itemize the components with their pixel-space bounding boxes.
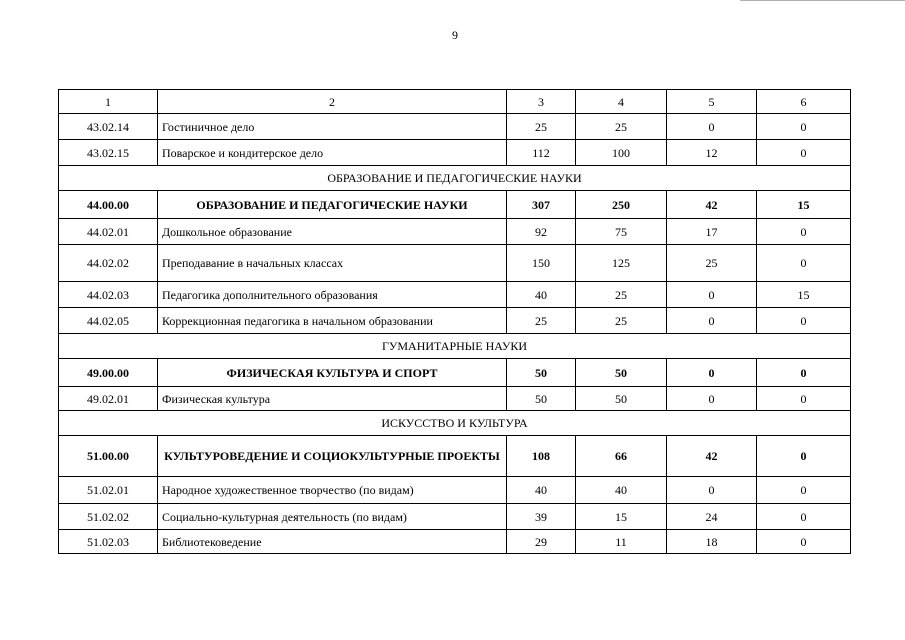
group-total-row bbox=[59, 436, 851, 477]
value-col-3: 25 bbox=[507, 308, 576, 334]
specialty-name: Социально-культурная деятельность (по видам) bbox=[158, 504, 507, 530]
page-number: 9 bbox=[452, 28, 458, 42]
value-col-6: 0 bbox=[757, 504, 851, 530]
value-col-6: 15 bbox=[757, 282, 851, 308]
value-col-6: 0 bbox=[757, 436, 851, 477]
section-title: ИСКУССТВО И КУЛЬТУРА bbox=[59, 411, 851, 436]
table-row bbox=[59, 504, 851, 530]
value-col-5: 17 bbox=[667, 219, 757, 245]
value-col-3: 40 bbox=[507, 477, 576, 504]
value-col-4: 75 bbox=[576, 219, 667, 245]
table-row bbox=[59, 114, 851, 140]
value-col-4: 11 bbox=[576, 530, 667, 554]
group-total-row bbox=[59, 359, 851, 387]
specialty-name: КУЛЬТУРОВЕДЕНИЕ И СОЦИОКУЛЬТУРНЫЕ ПРОЕКТЫ bbox=[158, 436, 507, 477]
specialty-code: 44.02.05 bbox=[59, 308, 158, 334]
specialty-code: 49.02.01 bbox=[59, 387, 158, 411]
value-col-3: 50 bbox=[507, 359, 576, 387]
column-header-6: 6 bbox=[757, 90, 851, 114]
specialty-name: Преподавание в начальных классах bbox=[158, 245, 507, 282]
specialty-name: Педагогика дополнительного образования bbox=[158, 282, 507, 308]
table-row bbox=[59, 140, 851, 166]
specialty-table bbox=[58, 89, 851, 554]
value-col-5: 18 bbox=[667, 530, 757, 554]
specialty-code: 44.02.02 bbox=[59, 245, 158, 282]
specialty-name: Физическая культура bbox=[158, 387, 507, 411]
value-col-3: 108 bbox=[507, 436, 576, 477]
specialty-name: Народное художественное творчество (по видам) bbox=[158, 477, 507, 504]
column-header-5: 5 bbox=[667, 90, 757, 114]
value-col-5: 25 bbox=[667, 245, 757, 282]
specialty-name: ОБРАЗОВАНИЕ И ПЕДАГОГИЧЕСКИЕ НАУКИ bbox=[158, 191, 507, 219]
value-col-4: 250 bbox=[576, 191, 667, 219]
value-col-5: 42 bbox=[667, 436, 757, 477]
value-col-4: 25 bbox=[576, 308, 667, 334]
value-col-5: 0 bbox=[667, 308, 757, 334]
specialty-code: 44.02.03 bbox=[59, 282, 158, 308]
section-title: ОБРАЗОВАНИЕ И ПЕДАГОГИЧЕСКИЕ НАУКИ bbox=[59, 166, 851, 191]
value-col-6: 0 bbox=[757, 477, 851, 504]
table-row bbox=[59, 308, 851, 334]
group-total-row bbox=[59, 191, 851, 219]
column-header-4: 4 bbox=[576, 90, 667, 114]
value-col-3: 307 bbox=[507, 191, 576, 219]
table-row bbox=[59, 387, 851, 411]
value-col-4: 25 bbox=[576, 282, 667, 308]
value-col-6: 0 bbox=[757, 530, 851, 554]
value-col-4: 50 bbox=[576, 359, 667, 387]
table-row bbox=[59, 282, 851, 308]
value-col-6: 15 bbox=[757, 191, 851, 219]
value-col-5: 42 bbox=[667, 191, 757, 219]
value-col-6: 0 bbox=[757, 308, 851, 334]
specialty-code: 51.02.02 bbox=[59, 504, 158, 530]
value-col-5: 0 bbox=[667, 114, 757, 140]
value-col-3: 39 bbox=[507, 504, 576, 530]
value-col-4: 66 bbox=[576, 436, 667, 477]
specialty-name: Библиотековедение bbox=[158, 530, 507, 554]
section-header-row bbox=[59, 166, 851, 191]
section-header-row bbox=[59, 411, 851, 436]
specialty-code: 51.02.03 bbox=[59, 530, 158, 554]
specialty-name: Поварское и кондитерское дело bbox=[158, 140, 507, 166]
value-col-5: 12 bbox=[667, 140, 757, 166]
value-col-3: 50 bbox=[507, 387, 576, 411]
value-col-4: 25 bbox=[576, 114, 667, 140]
specialty-name: Гостиничное дело bbox=[158, 114, 507, 140]
value-col-6: 0 bbox=[757, 114, 851, 140]
value-col-6: 0 bbox=[757, 140, 851, 166]
value-col-5: 0 bbox=[667, 477, 757, 504]
table-row bbox=[59, 477, 851, 504]
value-col-4: 50 bbox=[576, 387, 667, 411]
value-col-5: 0 bbox=[667, 359, 757, 387]
specialty-name: Коррекционная педагогика в начальном образовании bbox=[158, 308, 507, 334]
value-col-3: 150 bbox=[507, 245, 576, 282]
specialty-code: 43.02.15 bbox=[59, 140, 158, 166]
section-title: ГУМАНИТАРНЫЕ НАУКИ bbox=[59, 334, 851, 359]
value-col-5: 0 bbox=[667, 387, 757, 411]
specialty-name: Дошкольное образование bbox=[158, 219, 507, 245]
value-col-3: 40 bbox=[507, 282, 576, 308]
column-number-row bbox=[59, 90, 851, 114]
specialty-code: 51.02.01 bbox=[59, 477, 158, 504]
table-row bbox=[59, 530, 851, 554]
value-col-5: 24 bbox=[667, 504, 757, 530]
specialty-code: 51.00.00 bbox=[59, 436, 158, 477]
value-col-3: 112 bbox=[507, 140, 576, 166]
specialty-code: 44.02.01 bbox=[59, 219, 158, 245]
table-row bbox=[59, 219, 851, 245]
value-col-3: 92 bbox=[507, 219, 576, 245]
value-col-4: 40 bbox=[576, 477, 667, 504]
value-col-5: 0 bbox=[667, 282, 757, 308]
specialty-code: 44.00.00 bbox=[59, 191, 158, 219]
value-col-3: 29 bbox=[507, 530, 576, 554]
top-rule-line bbox=[740, 0, 905, 1]
specialty-name: ФИЗИЧЕСКАЯ КУЛЬТУРА И СПОРТ bbox=[158, 359, 507, 387]
column-header-3: 3 bbox=[507, 90, 576, 114]
column-header-2: 2 bbox=[158, 90, 507, 114]
value-col-4: 15 bbox=[576, 504, 667, 530]
value-col-4: 125 bbox=[576, 245, 667, 282]
value-col-6: 0 bbox=[757, 219, 851, 245]
column-header-1: 1 bbox=[59, 90, 158, 114]
specialty-code: 49.00.00 bbox=[59, 359, 158, 387]
value-col-4: 100 bbox=[576, 140, 667, 166]
value-col-6: 0 bbox=[757, 245, 851, 282]
value-col-6: 0 bbox=[757, 387, 851, 411]
value-col-3: 25 bbox=[507, 114, 576, 140]
value-col-6: 0 bbox=[757, 359, 851, 387]
section-header-row bbox=[59, 334, 851, 359]
table-row bbox=[59, 245, 851, 282]
specialty-code: 43.02.14 bbox=[59, 114, 158, 140]
